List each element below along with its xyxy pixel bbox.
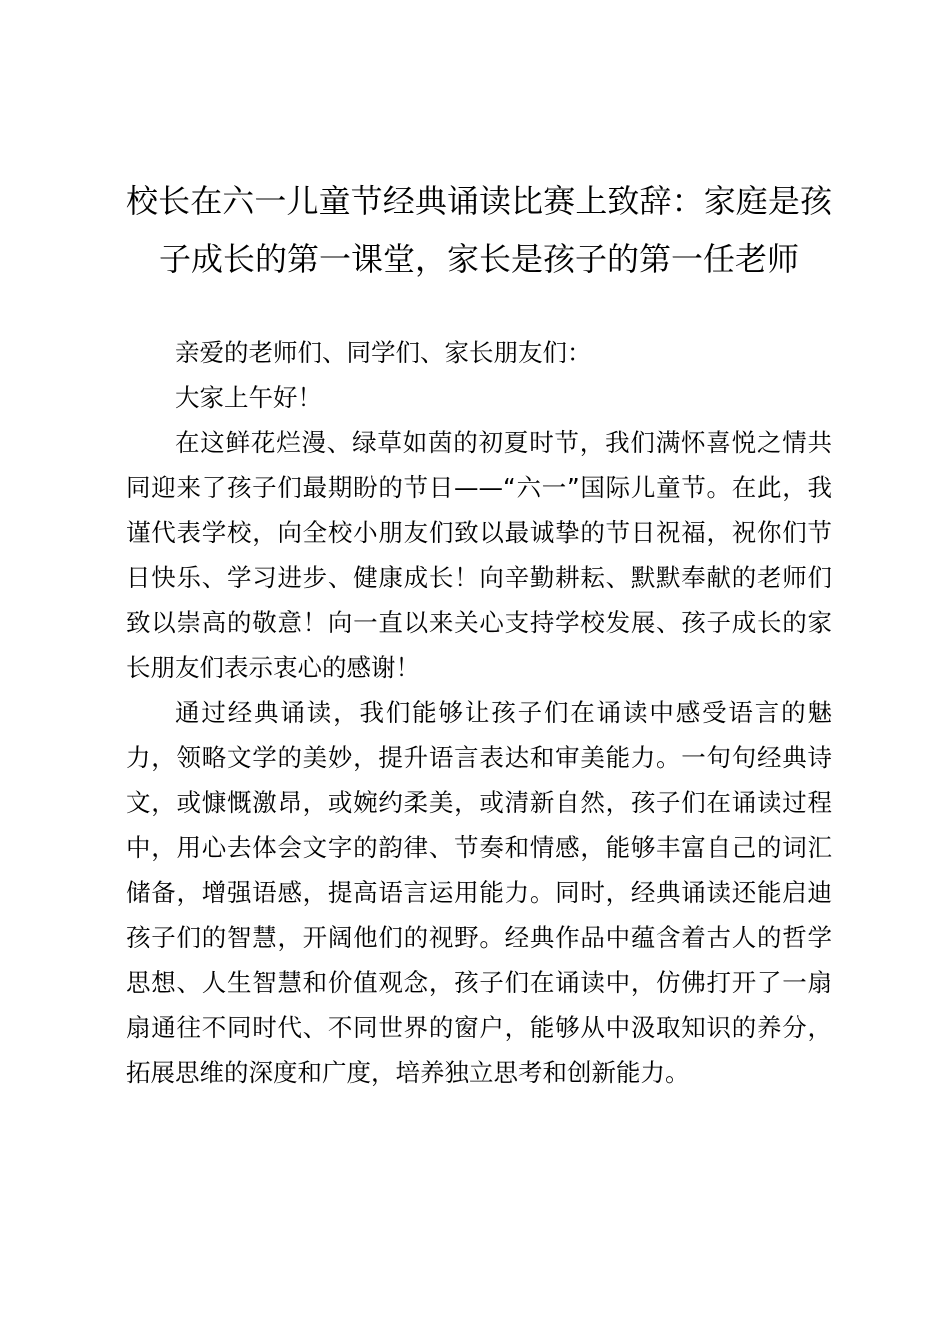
body-paragraph: 在这鲜花烂漫、绿草如茵的初夏时节，我们满怀喜悦之情共同迎来了孩子们最期盼的节日——“六一”国际儿童节。在此，我谨代表学校，向全校小朋友们致以最诚挚的节日祝福，祝你们节日快乐、学习进步、健康成长！向辛勤耕耘、默默奉献的老师们致以崇高的敬意！向一直以来关心支持学校发展、孩子成长的家长朋友们表示衷心的感谢！ [126,428,832,682]
body-paragraph: 通过经典诵读，我们能够让孩子们在诵读中感受语言的魅力，领略文学的美妙，提升语言表达和审美能力。一句句经典诗文，或慷慨激昂，或婉约柔美，或清新自然，孩子们在诵读过程中，用心去体会文字的韵律、节奏和情感，能够丰富自己的词汇储备，增强语感，提高语言运用能力。同时，经典诵读还能启迪孩子们的智慧，开阔他们的视野。经典作品中蕴含着古人的哲学思想、人生智慧和价值观念，孩子们在诵读中，仿佛打开了一扇扇通往不同时代、不同世界的窗户，能够从中汲取知识的养分，拓展思维的深度和广度，培养独立思考和创新能力。 [126,698,832,1087]
salutation-paragraph: 亲爱的老师们、同学们、家长朋友们： [175,338,592,367]
document-body [126,330,832,1095]
document-title: 校长在六一儿童节经典诵读比赛上致辞：家庭是孩子成长的第一课堂，家长是孩子的第一任老师 [126,182,832,278]
greeting-paragraph: 大家上午好！ [175,383,322,412]
